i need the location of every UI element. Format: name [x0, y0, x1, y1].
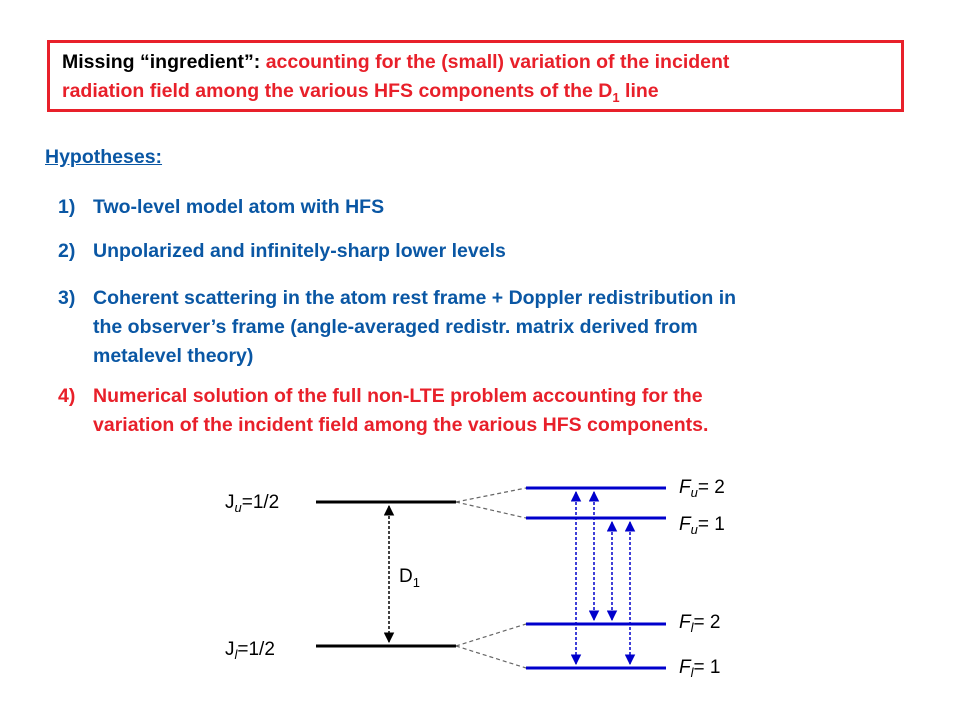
callout-highlight-line1: accounting for the (small) variation of the incident [265, 51, 730, 73]
hypothesis-line: Unpolarized and infinitely-sharp lower levels [93, 240, 506, 262]
hypothesis-line: metalevel theory) [93, 345, 254, 367]
hypothesis-line: Numerical solution of the full non-LTE problem accounting for the [93, 385, 703, 407]
split-line-upper-bottom [456, 502, 526, 518]
hypothesis-number: 4) [58, 385, 76, 407]
split-line-lower-bottom [456, 646, 526, 668]
fl1-label: $F_l= 1$ [679, 657, 721, 680]
callout-highlight-line2: radiation field among the various HFS components of the D [62, 80, 613, 102]
hypothesis-line: Coherent scattering in the atom rest frame + Doppler redistribution in [93, 287, 737, 309]
d1-label: $D_1$ [399, 566, 420, 590]
fu2-label: $F_u= 2$ [679, 477, 725, 500]
split-line-lower-top [456, 624, 526, 646]
hypothesis-number: 1) [58, 196, 76, 218]
fu1-label: $F_u= 1$ [679, 514, 725, 537]
ju-label: $J_u=1/2$ [225, 492, 280, 515]
callout-prefix: Missing “ingredient”: [62, 51, 266, 73]
hypothesis-line: variation of the incident field among the various HFS components. [93, 414, 709, 436]
hypothesis-line: the observer’s frame (angle-averaged redistr. matrix derived from [93, 316, 698, 338]
fl2-label: $F_l= 2$ [679, 612, 721, 635]
hypothesis-line: Two-level model atom with HFS [93, 196, 385, 218]
jl-label: $J_l=1/2$ [225, 639, 275, 662]
callout-highlight-sub: 1 [612, 89, 620, 105]
hypothesis-number: 3) [58, 287, 76, 309]
callout-highlight-end: line [619, 80, 659, 102]
hypothesis-number: 2) [58, 240, 76, 262]
split-line-upper-top [456, 488, 526, 502]
hypotheses-heading: Hypotheses: [45, 146, 163, 168]
